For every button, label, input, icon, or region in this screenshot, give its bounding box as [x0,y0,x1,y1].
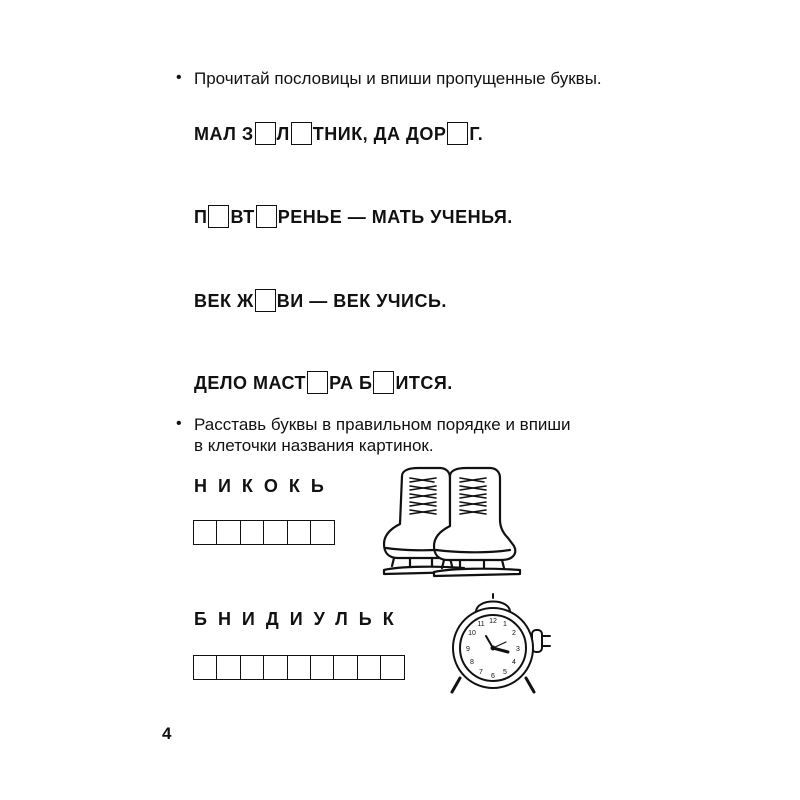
page-number: 4 [162,724,172,743]
answer-cell[interactable] [310,655,335,680]
proverb-fragment: ТНИК, ДА ДОР [312,124,447,144]
proverb-fragment: П [194,207,208,227]
svg-text:10: 10 [468,630,476,637]
answer-cell[interactable] [193,655,218,680]
answer-cell[interactable] [357,655,382,680]
answer-cells [193,520,335,545]
answer-cell[interactable] [380,655,405,680]
scrambled-word: НИКОКЬ [194,476,335,496]
proverb-fragment: РА Б [329,373,373,393]
answer-cell[interactable] [240,520,265,545]
answer-cell[interactable] [333,655,358,680]
proverb-fragment: ВТ [230,207,255,227]
proverb-fragment: Г. [469,124,484,144]
answer-cell[interactable] [193,520,218,545]
svg-text:3: 3 [516,646,520,653]
svg-text:6: 6 [491,673,495,680]
svg-text:9: 9 [466,646,470,653]
answer-cell[interactable] [216,655,241,680]
bullet: • [176,69,182,86]
letter-box[interactable] [373,371,394,394]
proverb-3 [194,288,447,312]
proverb-fragment: ВЕК Ж [194,291,254,311]
answer-cell[interactable] [263,655,288,680]
proverb-1 [194,121,483,145]
proverb-4 [194,370,453,394]
answer-cell[interactable] [287,655,312,680]
svg-text:11: 11 [477,621,485,628]
answer-cell[interactable] [240,655,265,680]
svg-text:2: 2 [512,630,516,637]
letter-box[interactable] [307,371,328,394]
letter-box[interactable] [291,122,312,145]
svg-text:8: 8 [470,659,474,666]
scrambled-word: БНИДИУЛЬК [194,609,405,629]
proverb-fragment: ВИ — ВЕК УЧИСЬ. [276,291,447,311]
instruction-text-line2: в клеточки названия картинок. [194,436,434,455]
letter-box[interactable] [255,289,276,312]
answer-cells [193,655,405,680]
svg-text:1: 1 [503,621,507,628]
letter-box[interactable] [447,122,468,145]
skates-icon [380,462,530,587]
proverb-fragment: МАЛ З [194,124,254,144]
proverb-fragment: Л [276,124,290,144]
answer-cell[interactable] [310,520,335,545]
proverb-fragment: ИТСЯ. [395,373,453,393]
svg-text:5: 5 [503,669,507,676]
letter-box[interactable] [256,205,277,228]
proverb-2 [194,204,513,228]
answer-cell[interactable] [287,520,312,545]
answer-cell[interactable] [263,520,288,545]
bullet: • [176,415,182,432]
proverb-fragment: РЕНЬЕ — МАТЬ УЧЕНЬЯ. [277,207,513,227]
instruction-text-line1: Расставь буквы в правильном порядке и впиши [194,415,571,434]
svg-text:12: 12 [489,618,497,625]
letter-box[interactable] [255,122,276,145]
letter-box[interactable] [208,205,229,228]
alarm-clock-icon [438,590,558,700]
svg-text:4: 4 [512,659,516,666]
proverb-fragment: ДЕЛО МАСТ [194,373,307,393]
svg-text:7: 7 [479,669,483,676]
instruction-text: Прочитай пословицы и впиши пропущенные буквы. [194,69,602,88]
answer-cell[interactable] [216,520,241,545]
